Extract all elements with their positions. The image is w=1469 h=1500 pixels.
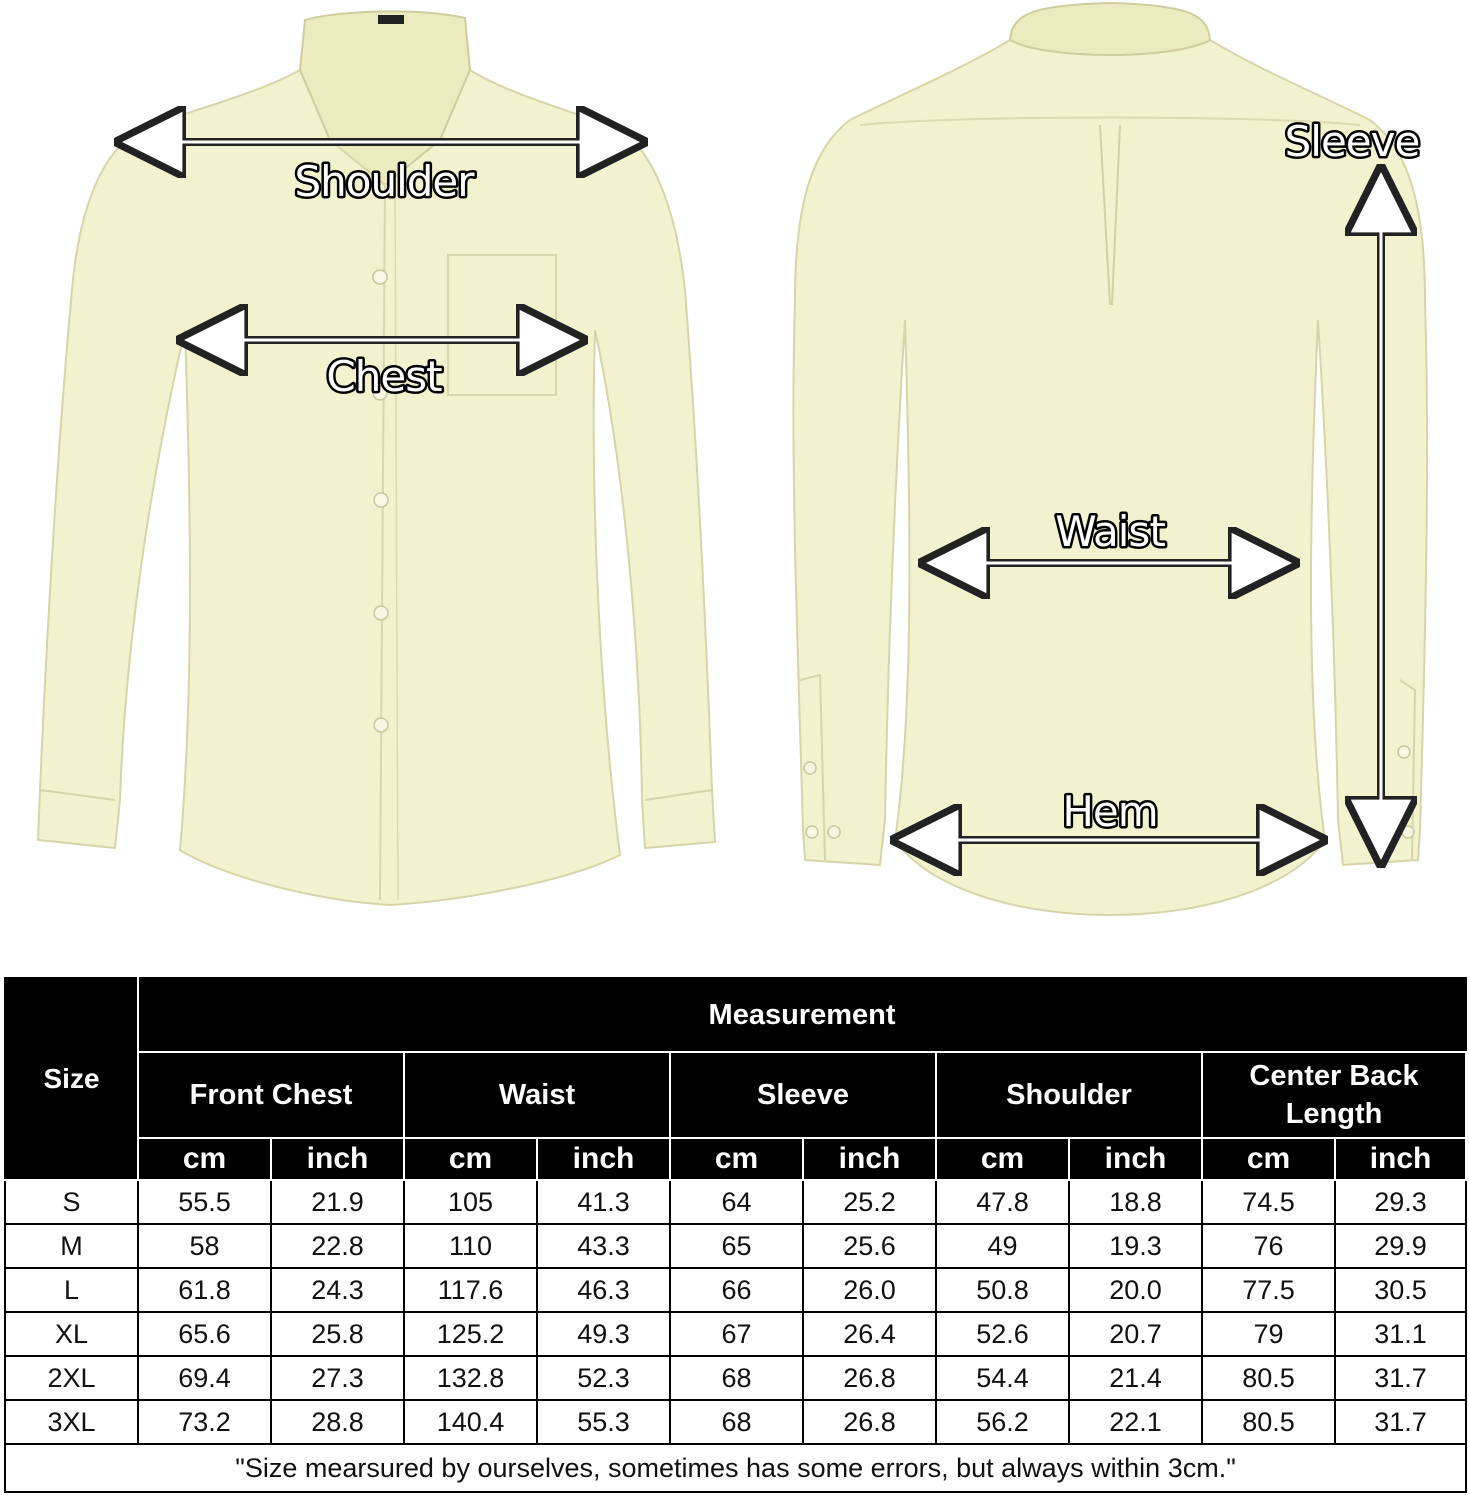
table-cell: 68 <box>670 1356 803 1400</box>
size-cell: 2XL <box>5 1356 138 1400</box>
center-back-length-header: Center Back Length <box>1202 1052 1466 1138</box>
table-row <box>5 1268 1466 1312</box>
measurement-header: Measurement <box>138 978 1466 1052</box>
shoulder-label: Shoulder <box>294 157 474 206</box>
chest-label: Chest <box>326 352 442 401</box>
table-cell: 80.5 <box>1202 1356 1335 1400</box>
table-cell: 73.2 <box>138 1400 271 1444</box>
table-cell: 24.3 <box>271 1268 404 1312</box>
table-cell: 19.3 <box>1069 1224 1202 1268</box>
table-cell: 31.7 <box>1335 1356 1466 1400</box>
sleeve-header: Sleeve <box>670 1052 936 1138</box>
table-cell: 58 <box>138 1224 271 1268</box>
table-cell: 25.8 <box>271 1312 404 1356</box>
table-cell: 74.5 <box>1202 1180 1335 1224</box>
measurement-note: "Size mearsured by ourselves, sometimes has some errors, but always within 3cm." <box>5 1444 1466 1492</box>
unit-cm-header: cm <box>138 1138 271 1180</box>
table-cell: 25.2 <box>803 1180 936 1224</box>
unit-inch-header: inch <box>271 1138 404 1180</box>
table-cell: 31.1 <box>1335 1312 1466 1356</box>
table-cell: 20.0 <box>1069 1268 1202 1312</box>
table-cell: 31.7 <box>1335 1400 1466 1444</box>
size-cell: L <box>5 1268 138 1312</box>
table-note-row <box>5 1444 1466 1492</box>
table-cell: 26.4 <box>803 1312 936 1356</box>
table-row <box>5 1224 1466 1268</box>
size-cell: S <box>5 1180 138 1224</box>
unit-cm-header: cm <box>670 1138 803 1180</box>
table-cell: 68 <box>670 1400 803 1444</box>
unit-inch-header: inch <box>1335 1138 1466 1180</box>
table-cell: 66 <box>670 1268 803 1312</box>
table-cell: 26.0 <box>803 1268 936 1312</box>
table-cell: 55.3 <box>537 1400 670 1444</box>
table-row <box>5 1312 1466 1356</box>
table-cell: 77.5 <box>1202 1268 1335 1312</box>
table-cell: 110 <box>404 1224 537 1268</box>
size-cell: XL <box>5 1312 138 1356</box>
table-cell: 67 <box>670 1312 803 1356</box>
table-cell: 69.4 <box>138 1356 271 1400</box>
table-cell: 140.4 <box>404 1400 537 1444</box>
table-cell: 65 <box>670 1224 803 1268</box>
size-cell: M <box>5 1224 138 1268</box>
table-cell: 49.3 <box>537 1312 670 1356</box>
table-row <box>5 1400 1466 1444</box>
unit-cm-header: cm <box>936 1138 1069 1180</box>
table-cell: 25.6 <box>803 1224 936 1268</box>
shoulder-header: Shoulder <box>936 1052 1202 1138</box>
table-cell: 43.3 <box>537 1224 670 1268</box>
sleeve-label: Sleeve <box>1284 117 1420 166</box>
table-cell: 29.3 <box>1335 1180 1466 1224</box>
waist-label: Waist <box>1055 507 1165 556</box>
table-cell: 26.8 <box>803 1400 936 1444</box>
front-chest-header: Front Chest <box>138 1052 404 1138</box>
table-cell: 28.8 <box>271 1400 404 1444</box>
table-cell: 80.5 <box>1202 1400 1335 1444</box>
unit-cm-header: cm <box>1202 1138 1335 1180</box>
table-cell: 29.9 <box>1335 1224 1466 1268</box>
size-column-header: Size <box>5 978 138 1180</box>
table-cell: 49 <box>936 1224 1069 1268</box>
size-chart-table <box>4 977 1467 1493</box>
table-cell: 18.8 <box>1069 1180 1202 1224</box>
table-cell: 46.3 <box>537 1268 670 1312</box>
table-cell: 27.3 <box>271 1356 404 1400</box>
table-cell: 61.8 <box>138 1268 271 1312</box>
table-cell: 50.8 <box>936 1268 1069 1312</box>
table-cell: 20.7 <box>1069 1312 1202 1356</box>
table-row <box>5 1356 1466 1400</box>
table-cell: 56.2 <box>936 1400 1069 1444</box>
table-cell: 76 <box>1202 1224 1335 1268</box>
table-row <box>5 1180 1466 1224</box>
table-cell: 105 <box>404 1180 537 1224</box>
table-cell: 64 <box>670 1180 803 1224</box>
table-cell: 65.6 <box>138 1312 271 1356</box>
unit-inch-header: inch <box>1069 1138 1202 1180</box>
table-cell: 22.8 <box>271 1224 404 1268</box>
table-cell: 30.5 <box>1335 1268 1466 1312</box>
table-cell: 132.8 <box>404 1356 537 1400</box>
table-cell: 117.6 <box>404 1268 537 1312</box>
table-cell: 26.8 <box>803 1356 936 1400</box>
table-cell: 21.9 <box>271 1180 404 1224</box>
table-cell: 54.4 <box>936 1356 1069 1400</box>
unit-inch-header: inch <box>537 1138 670 1180</box>
table-cell: 52.3 <box>537 1356 670 1400</box>
unit-cm-header: cm <box>404 1138 537 1180</box>
table-cell: 55.5 <box>138 1180 271 1224</box>
waist-header: Waist <box>404 1052 670 1138</box>
table-cell: 79 <box>1202 1312 1335 1356</box>
table-cell: 21.4 <box>1069 1356 1202 1400</box>
size-cell: 3XL <box>5 1400 138 1444</box>
table-cell: 125.2 <box>404 1312 537 1356</box>
unit-inch-header: inch <box>803 1138 936 1180</box>
table-cell: 41.3 <box>537 1180 670 1224</box>
table-cell: 47.8 <box>936 1180 1069 1224</box>
table-cell: 22.1 <box>1069 1400 1202 1444</box>
hem-label: Hem <box>1062 787 1158 836</box>
table-cell: 52.6 <box>936 1312 1069 1356</box>
